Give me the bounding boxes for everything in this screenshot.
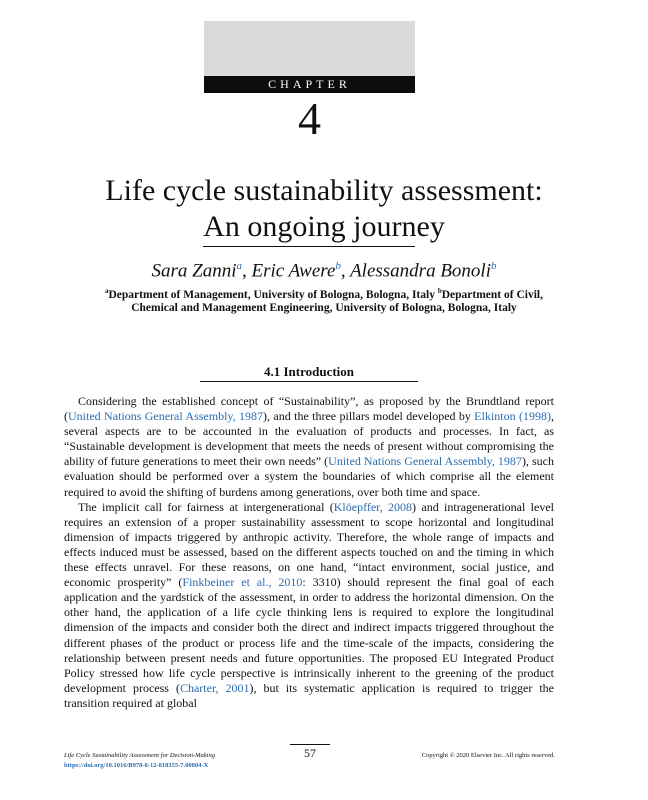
- author-list: Sara Zanni$^a$, Eric Awere$^b$, Alessandra Bonoli$^b$: [151, 260, 497, 282]
- citation-link[interactable]: United Nations General Assembly, 1987: [68, 409, 264, 424]
- author-affiliation-mark[interactable]: b: [335, 260, 341, 272]
- affiliation-line-2: Chemical and Management Engineering, University of Bologna, Bologna, Italy: [131, 302, 517, 314]
- author-affiliation-mark[interactable]: b: [491, 260, 497, 272]
- chapter-label: CHAPTER: [204, 76, 415, 93]
- chapter-header-box: [204, 21, 415, 76]
- section-underline: [200, 381, 418, 382]
- body-paragraph: [64, 394, 554, 500]
- page-number: 57: [304, 746, 316, 760]
- author-affiliation-mark[interactable]: a: [236, 260, 242, 272]
- citation-link[interactable]: Charter, 2001: [179, 680, 250, 695]
- paragraph-text: ) and intragenerational level requires an extension of a proper sustainability assessment to scope horizontal and longitudinal dimension of impacts triggered by anthropic activity. Therefore, the whole range of impacts and effects induced must be assessed, based on the different aspects touched on and the timing in which these effects unravel. For these reasons, on one hand, “intact environment, social justice, and economic prosperity” (: [64, 499, 555, 590]
- body-paragraph: [64, 500, 554, 711]
- paragraph-text: , several aspects are to be accounted in the evaluation of products and processes. In fact, as “Sustainable development is development that meets the needs of present without compromising the ability of future generations to meet their own needs” (: [64, 409, 554, 469]
- footer-copyright: Copyright © 2020 Elsevier Inc. All rights reserved.: [421, 752, 555, 759]
- paragraph-text: ), but its systematic application is required to trigger the transition required at global: [64, 680, 554, 710]
- citation-link[interactable]: United Nations General Assembly, 1987: [328, 454, 522, 469]
- footer-book-info: [64, 751, 215, 771]
- body-text: [64, 394, 554, 711]
- chapter-title-line-2: An ongoing journey: [203, 210, 445, 243]
- affiliation-text: Department of Management, University of Bologna, Bologna, Italy: [108, 288, 435, 301]
- citation-link[interactable]: Elkinton (1998): [474, 409, 551, 424]
- chapter-number: 4: [298, 93, 321, 144]
- footer-doi-link[interactable]: https://doi.org/10.1016/B978-0-12-818355-7.00004-X: [64, 762, 209, 769]
- chapter-title-line-1: Life cycle sustainability assessment:: [105, 174, 543, 207]
- author-name: Eric Awere: [251, 260, 336, 282]
- title-underline: [203, 246, 415, 247]
- footer-book-title: Life Cycle Sustainability Assessment for Decision-Making: [64, 752, 215, 759]
- author-name: Sara Zanni: [151, 260, 237, 282]
- citation-link[interactable]: Finkbeiner et al., 2010: [182, 575, 303, 590]
- affiliation-text: Department of Civil,: [441, 288, 543, 301]
- citation-link[interactable]: Klöepffer, 2008: [333, 499, 413, 514]
- affiliation-mark: b: [437, 287, 442, 295]
- author-name: Alessandra Bonoli: [350, 260, 491, 282]
- paragraph-text: The implicit call for fairness at intergenerational (: [78, 499, 334, 514]
- paragraph-text: ), such evaluation should be performed over a system the boundaries of which comprise all the element required to avoid the shifting of burdens among generations, over both time and space.: [64, 454, 554, 499]
- paragraph-text: ), and the three pillars model developed by: [263, 409, 475, 424]
- paragraph-text: Considering the established concept of “Sustainability”, as proposed by the Brundtland report (: [64, 394, 554, 424]
- paragraph-text: : 3310) should represent the final goal of each application and the yardstick of the assessment, in order to address the horizontal dimension. On the other hand, the application of a life cycle thinking lens is required to explore the longitudinal dimension of the impacts and consider both the direct and indirect impacts triggered throughout the different phases of the product or process life and the time-scale of the impacts, considering the relationship between present needs and future opportunities. The proposed EU Integrated Product Policy stressed how life cycle perspective is intrinsically inherent to the greening of the product development process (: [64, 575, 555, 695]
- affiliation-mark: a: [105, 287, 109, 295]
- page-number-rule: [290, 744, 330, 745]
- section-heading: 4.1 Introduction: [263, 364, 355, 379]
